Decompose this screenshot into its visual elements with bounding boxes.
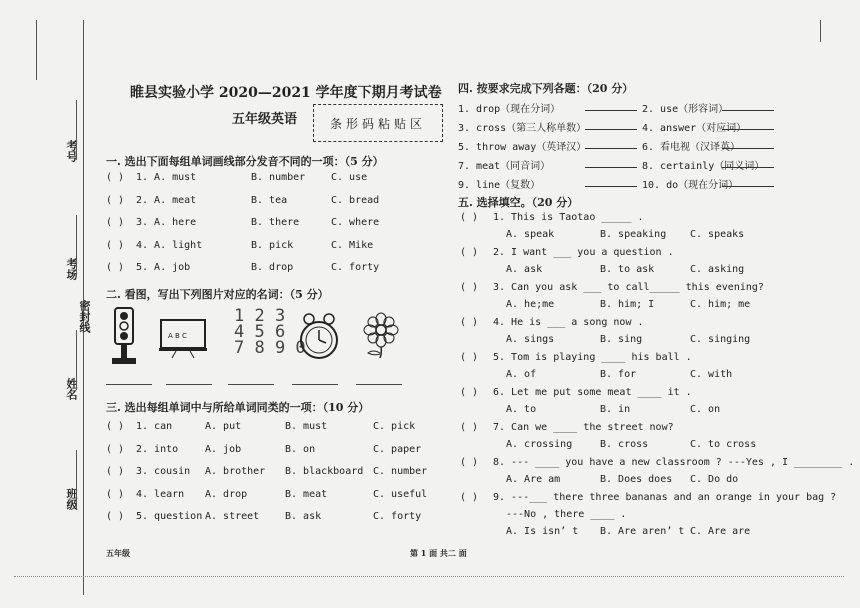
option-c: C. forty [331,262,380,273]
option-c: C. him; me [690,299,751,310]
clock-picture [295,312,343,362]
option-a: 4. A. light [136,239,203,251]
answer-line-2[interactable] [166,384,212,385]
option-a: A. Are am [506,474,561,485]
option-a: 1. A. must [136,172,197,183]
option-c: C. number [373,466,428,477]
option-a: A. ask [506,264,543,275]
question-stem: 7. Can we ____ the street now? [493,422,674,433]
option-b: B. must [285,421,328,432]
given-word: 3. cousin [136,466,191,477]
option-b: B. sing [600,334,643,345]
option-c: C. singing [690,334,751,345]
task-item: 2. use（形容词） [642,104,729,115]
question-stem: 1. This is Taotao _____ . [493,212,644,223]
option-a: A. sings [506,334,555,345]
option-a: A. crossing [506,439,573,450]
answer-paren[interactable]: ( ) [106,172,125,183]
section3-heading: 三. 选出每组单词中与所给单词同类的一项：（10 分） [106,401,370,414]
question-stem: 6. Let me put some meat ____ it . [493,387,692,398]
flower-picture [358,312,404,360]
answer-paren[interactable]: ( ) [460,212,479,223]
side-xingming: 姓名 [65,378,78,400]
side-kaohao: 考号 [65,140,78,162]
blackboard-picture [158,316,208,360]
answer-paren[interactable]: ( ) [460,457,479,468]
given-word: 2. into [136,443,179,455]
answer-paren[interactable]: ( ) [460,317,479,328]
numbers-row-2: 4 5 6 [234,322,286,342]
option-b: B. for [600,369,637,380]
section2-heading: 二. 看图，写出下列图片对应的名词：（5 分） [106,288,329,301]
option-b: B. him; I [600,299,655,310]
option-a: A. brother [205,466,266,477]
option-c: C. to cross [690,439,757,450]
option-b: B. to ask [600,264,655,275]
task-item: 4. answer（对应词） [642,123,747,134]
answer-blank[interactable] [585,186,637,187]
answer-paren[interactable]: ( ) [460,352,479,363]
answer-paren[interactable]: ( ) [460,422,479,433]
option-a: A. to [506,404,537,415]
question-stem: 9. ---___ there three bananas and an orange in your bag ? [493,492,837,503]
option-b: B. meat [285,488,328,500]
answer-paren[interactable]: ( ) [106,466,125,477]
option-a: A. he;me [506,299,555,310]
task-item: 1. drop（现在分词） [458,104,561,115]
option-a: A. job [205,443,242,455]
option-c: C. bread [331,194,380,206]
answer-paren[interactable]: ( ) [460,247,479,258]
option-b: B. ask [285,511,322,522]
option-b: B. drop [251,262,294,273]
answer-paren[interactable]: ( ) [460,492,479,503]
answer-blank[interactable] [722,167,774,168]
numbers-row-3: 7 8 9 0 [234,338,306,358]
answer-blank[interactable] [722,110,774,111]
answer-blank[interactable] [722,129,774,130]
answer-blank[interactable] [585,129,637,130]
blackboard-text: A B C [168,332,187,340]
task-item: 6. 看电视（汉译英） [642,142,741,153]
answer-line-3[interactable] [228,384,274,385]
option-c: C. pick [373,421,416,432]
option-b: B. in [600,404,631,415]
answer-paren[interactable]: ( ) [106,511,125,522]
answer-blank[interactable] [585,110,637,111]
option-b: B. there [251,217,300,228]
answer-paren[interactable]: ( ) [106,194,125,206]
option-b: B. cross [600,439,649,450]
numbers-row-1: 1 2 3 [234,306,286,326]
answer-blank[interactable] [585,148,637,149]
option-c: C. asking [690,264,745,275]
option-c: C. paper [373,443,422,455]
answer-paren[interactable]: ( ) [106,421,125,432]
given-word: 1. can [136,421,173,432]
barcode-area: 条形码粘贴区 [313,104,443,142]
option-b: B. tea [251,194,288,206]
answer-paren[interactable]: ( ) [106,239,125,251]
task-item: 8. certainly（同义词） [642,161,765,172]
answer-paren[interactable]: ( ) [460,282,479,293]
question-stem: 8. --- ____ you have a new classroom ? ---Yes , I ________ . [493,457,855,468]
option-a: A. Is isn’ t [506,526,579,537]
question-stem: 3. Can you ask ___ to call_____ this evening? [493,282,764,293]
side-banji: 班级 [65,488,78,510]
given-word: 5. question [136,511,203,522]
option-c: C. where [331,217,380,228]
task-item: 5. throw away（英译汉） [458,142,587,153]
option-c: C. Do do [690,474,739,485]
question-stem-line2: ---No , there ____ . [506,509,627,520]
given-word: 4. learn [136,488,185,500]
option-b: B. number [251,172,306,183]
traffic-light-picture [106,304,142,368]
option-a: 2. A. meat [136,194,197,206]
footer-grade: 五年级 [106,548,130,558]
task-item: 9. line（复数） [458,180,541,191]
option-a: A. put [205,421,242,432]
answer-line-4[interactable] [292,384,338,385]
option-c: C. speaks [690,229,745,240]
side-seal-line: 密封线 [78,300,91,333]
option-a: 5. A. job [136,262,191,273]
answer-blank[interactable] [585,167,637,168]
answer-paren[interactable]: ( ) [106,488,125,500]
answer-line-5[interactable] [356,384,402,385]
option-c: C. forty [373,511,422,522]
task-item: 3. cross（第三人称单数） [458,123,587,134]
answer-line-1[interactable] [106,384,152,385]
question-stem: 5. Tom is playing ____ his ball . [493,352,692,363]
option-c: C. with [690,369,733,380]
option-b: B. speaking [600,229,667,240]
answer-paren[interactable]: ( ) [106,217,125,228]
task-item: 7. meat（同音词） [458,161,551,172]
answer-paren[interactable]: ( ) [106,262,125,273]
option-c: C. Are are [690,526,751,537]
footer-page: 第 1 面 共二 面 [410,548,467,558]
option-b: B. Does does [600,474,673,485]
task-item: 10. do（现在分词） [642,180,739,191]
section5-heading: 五. 选择填空。（20 分） [458,196,579,209]
option-a: 3. A. here [136,217,197,228]
option-a: A. street [205,511,260,522]
section4-heading: 四. 按要求完成下列各题：（20 分） [458,82,634,95]
option-b: B. on [285,443,316,455]
option-a: A. drop [205,488,248,500]
option-c: C. useful [373,488,428,500]
option-c: C. on [690,404,721,415]
exam-subtitle: 五年级英语 [232,112,298,127]
option-c: C. use [331,172,368,183]
answer-blank[interactable] [722,186,774,187]
answer-paren[interactable]: ( ) [460,387,479,398]
answer-paren[interactable]: ( ) [106,443,125,455]
section1-heading: 一. 选出下面每组单词画线部分发音不同的一项：（5 分） [106,155,384,168]
exam-title: 睢县实验小学 2020—2021 学年度下期月考试卷 [130,85,442,101]
option-a: A. speak [506,229,555,240]
option-b: B. blackboard [285,466,364,477]
option-b: B. Are aren’ t [600,526,685,537]
question-stem: 2. I want ___ you a question . [493,247,674,258]
answer-blank[interactable] [722,148,774,149]
side-kaochang: 考场 [65,258,78,280]
option-c: C. Mike [331,239,374,251]
option-a: A. of [506,369,537,380]
question-stem: 4. He is ___ a song now . [493,317,644,328]
option-b: B. pick [251,239,294,251]
